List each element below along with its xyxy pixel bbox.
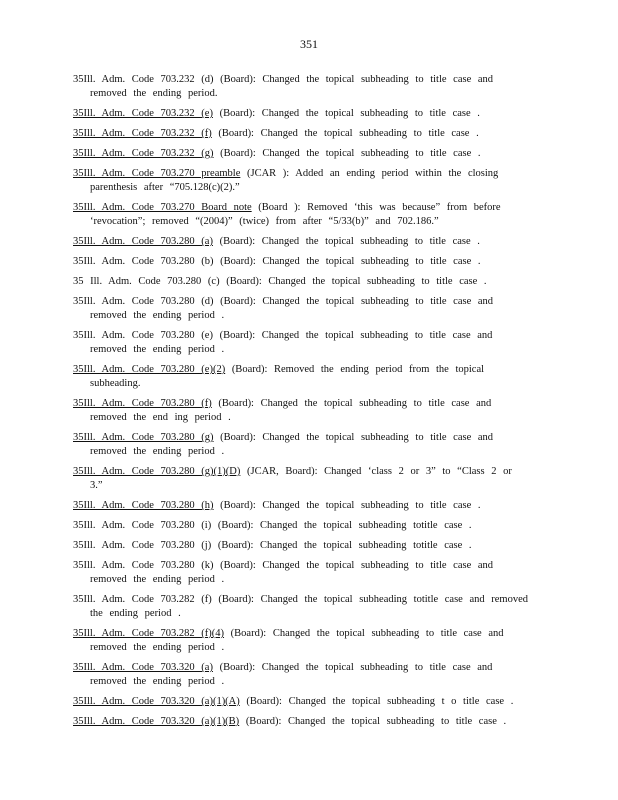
list-item [73, 107, 528, 121]
list-item [73, 397, 528, 425]
entry-text: (Board): Changed the topical subheading to title case and removed the ending period . [90, 628, 504, 653]
citation: 35Ill. Adm. Code 703.280 (k) [73, 560, 214, 571]
citation: 35 Ill. Adm. Code 703.280 (c) [73, 276, 220, 287]
citation: 35Ill. Adm. Code 703.280 (d) [73, 296, 214, 307]
list-item [73, 715, 528, 729]
citation: 35Ill. Adm. Code 703.280 (g)(1)(D) [73, 466, 241, 477]
citation: 35Ill. Adm. Code 703.320 (a)(1)(A) [73, 696, 240, 707]
entry-text: (Board): Changed the topical subheading to title case . [219, 276, 487, 287]
list-item [73, 127, 528, 141]
list-item [73, 695, 528, 709]
list-item [73, 167, 528, 195]
list-item [73, 593, 528, 621]
list-item [73, 465, 528, 493]
entry-text: (Board): Changed the topical subheading t o title case . [239, 696, 514, 707]
list-item [73, 627, 528, 655]
entry-text: (Board): Changed the topical subheading to title case and removed the ending period . [90, 330, 493, 355]
entry-text: (Board): Changed the topical subheading to title case . [213, 256, 481, 267]
entry-text: (Board): Changed the topical subheading to title case and removed the ending period . [90, 662, 493, 687]
list-item [73, 661, 528, 689]
entry-text: (Board): Changed the topical subheading to title case and removed the ending period. [90, 74, 494, 99]
entry-text: (Board): Changed the topical subheading to title case and removed the ending period . [90, 560, 494, 585]
list-item [73, 499, 528, 513]
citation: 35Ill. Adm. Code 703.280 (f) [73, 398, 212, 409]
list-item [73, 201, 528, 229]
citation: 35Ill. Adm. Code 703.270 Board note [73, 202, 252, 213]
entry-text: (Board): Changed the topical subheading totitle case . [211, 540, 472, 551]
citation: 35Ill. Adm. Code 703.280 (j) [73, 540, 212, 551]
list-item [73, 431, 528, 459]
entry-text: (Board): Changed the topical subheading to title case . [212, 108, 480, 119]
citation: 35Ill. Adm. Code 703.320 (a)(1)(B) [73, 716, 240, 727]
citation: 35Ill. Adm. Code 703.282 (f) [73, 594, 212, 605]
entry-text: (Board): Changed the topical subheading totitle case . [211, 520, 472, 531]
entry-text: (Board ): Removed ‘this was because” from before ‘revocation”; removed “(2004)” (twice) from after “5/33(b)” and 702.186.” [90, 202, 501, 227]
citation: 35Ill. Adm. Code 703.232 (f) [73, 128, 212, 139]
list-item [73, 295, 528, 323]
entry-text: (Board): Changed the topical subheading to title case . [213, 500, 481, 511]
list-item [73, 147, 528, 161]
entry-list [73, 73, 528, 735]
citation: 35Ill. Adm. Code 703.232 (g) [73, 148, 214, 159]
entry-text: (Board): Changed the topical subheading to title case . [212, 236, 480, 247]
entry-text: (JCAR ): Added an ending period within the closing parenthesis after “705.128(c)(2).” [90, 168, 499, 193]
citation: 35Ill. Adm. Code 703.282 (f)(4) [73, 628, 225, 639]
list-item [73, 559, 528, 587]
citation: 35Ill. Adm. Code 703.320 (a) [73, 662, 213, 673]
entry-text: (Board): Changed the topical subheading to title case . [213, 148, 481, 159]
list-item [73, 363, 528, 391]
citation: 35Ill. Adm. Code 703.232 (e) [73, 108, 213, 119]
list-item [73, 539, 528, 553]
list-item [73, 519, 528, 533]
entry-text: (Board): Changed the topical subheading totitle case and removed the ending period . [90, 594, 528, 619]
citation: 35Ill. Adm. Code 703.280 (g) [73, 432, 214, 443]
list-item [73, 275, 528, 289]
citation: 35Ill. Adm. Code 703.232 (d) [73, 74, 214, 85]
list-item [73, 73, 528, 101]
citation: 35Ill. Adm. Code 703.270 preamble [73, 168, 241, 179]
entry-text: (JCAR, Board): Changed ‘class 2 or 3” to “Class 2 or 3.” [90, 466, 512, 491]
citation: 35Ill. Adm. Code 703.280 (a) [73, 236, 213, 247]
page-number: 351 [300, 37, 318, 51]
entry-text: (Board): Changed the topical subheading to title case . [211, 128, 479, 139]
citation: 35Ill. Adm. Code 703.280 (h) [73, 500, 214, 511]
citation: 35Ill. Adm. Code 703.280 (b) [73, 256, 214, 267]
citation: 35Ill. Adm. Code 703.280 (e) [73, 330, 213, 341]
list-item [73, 235, 528, 249]
entry-text: (Board): Changed the topical subheading to title case and removed the end ing period . [90, 398, 492, 423]
citation: 35Ill. Adm. Code 703.280 (e)(2) [73, 364, 226, 375]
entry-text: (Board): Changed the topical subheading to title case and removed the ending period . [90, 296, 494, 321]
list-item [73, 329, 528, 357]
entry-text: (Board): Changed the topical subheading to title case and removed the ending period . [90, 432, 494, 457]
citation: 35Ill. Adm. Code 703.280 (i) [73, 520, 212, 531]
entry-text: (Board): Changed the topical subheading to title case . [239, 716, 507, 727]
list-item [73, 255, 528, 269]
entry-text: (Board): Removed the ending period from the topical subheading. [90, 364, 485, 389]
